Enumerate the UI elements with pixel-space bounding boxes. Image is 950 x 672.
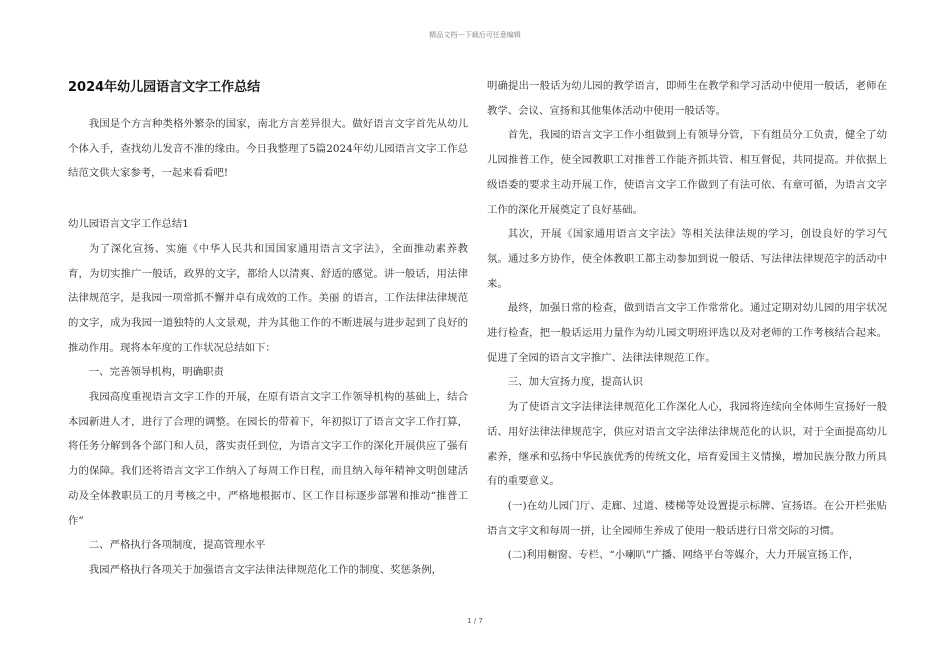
spacer — [68, 186, 468, 206]
paragraph: 首先，我园的语言文字工作小组做到上有领导分管，下有组员分工负责，健全了幼儿园推普工作，使全园教职工对推普工作能齐抓共管、相互督促，共同提高。并依据上级语委的要求主动开展工作，使语言文字工作做到了有法可依、有章可循，为语言文字工作的深化开展奠定了良好基础。 — [487, 129, 887, 216]
page-header: 精品文档---下载后可任意编辑 — [429, 31, 521, 39]
section-title: 幼儿园语言文字工作总结1 — [68, 218, 189, 231]
paragraph: (二)利用橱窗、专栏、“小喇叭”广播、网络平台等媒介，大力开展宣扬工作， — [507, 549, 860, 562]
paragraph: 为了深化宣扬、实施《中华人民共和国国家通用语言文字法》，全面推动素养教育，为切实推广一般话，政界的文字，都给人以清爽、舒适的感觉。讲一般话，用法律法律规范字，是我园一项常抓不懈并卓有成效的工作。美丽 的语言，工作法律法律规范的文字，成为我园一道独特的人文景观，并为其他工作的不断进展与进步起到了良好的推动作用。现将本年度的工作状况总结如下： — [68, 242, 468, 354]
intro-paragraph: 我国是个方言种类格外繁杂的国家，南北方言差异很大。做好语言文字首先从幼儿个体入手，查找幼儿发音不准的缘由。今日我整理了5篇2024年幼儿园语言文字工作总结范文供大家参考，一起来看看吧! — [68, 118, 468, 180]
heading-1: 一、完善领导机构，明确职责 — [88, 366, 224, 379]
paragraph: 明确提出一般话为幼儿园的教学语言，即师生在教学和学习活动中使用一般话，老师在教学、会议、宣扬和其他集体活动中使用一般话等。 — [487, 80, 887, 117]
heading-2: 二、严格执行各项制度，提高管理水平 — [88, 539, 266, 552]
paragraph: 我园高度重视语言文字工作的开展，在原有语言文字工作领导机构的基础上，结合本园新进人才，进行了合理的调整。在园长的带着下，年初拟订了语言文字工作打算，将任务分解到各个部门和人员，落实责任到位，为语言文字工作的深化开展供应了强有力的保障。我们还将语言文字工作纳入了每周工作日程，而且纳入每年精神文明创建活动及全体教职员工的月考核之中，严格地根据市、区工作目标逐步部署和推动“推普工作” — [68, 391, 468, 527]
paragraph: 最终，加强日常的检查，做到语言文字工作常常化。通过定期对幼儿园的用字状况进行检查，把一般话运用力量作为幼儿园文明班评选以及对老师的工作考核结合起来。促进了全园的语言文字推广、法律法律规范工作。 — [487, 302, 887, 364]
heading-3: 三、加大宣扬力度，提高认识 — [507, 376, 643, 389]
paragraph: 我园严格执行各项关于加强语言文字法律法律规范化工作的制度、奖惩条例， — [88, 563, 443, 576]
left-column — [68, 72, 468, 583]
document-title: 2024年幼儿园语言文字工作总结 — [68, 80, 261, 95]
paragraph: 其次，开展《国家通用语言文字法》等相关法律法规的学习，创设良好的学习气氛。通过多方协作，使全体教职工都主动参加到说一般话、写法律法律规范字的活动中来。 — [487, 228, 887, 290]
page-number: 1 / 7 — [467, 617, 483, 625]
paragraph: 为了使语言文字法律法律规范化工作深化人心，我园将连续向全体师生宣扬好一般话、用好法律法律规范字，供应对语言文字法律法律规范化的认识，对于全面提高幼儿素养，继承和弘扬中华民族优秀的传统文化，培育爱国主义情操，增加民族分散力所具有的重要意义。 — [487, 401, 887, 488]
right-column — [487, 74, 887, 568]
paragraph: (一)在幼儿园门厅、走廊、过道、楼梯等处设置提示标牌、宣扬语。在公开栏张贴语言文字文和每周一拼，让全园师生养成了使用一般话进行日常交际的习惯。 — [487, 499, 887, 537]
